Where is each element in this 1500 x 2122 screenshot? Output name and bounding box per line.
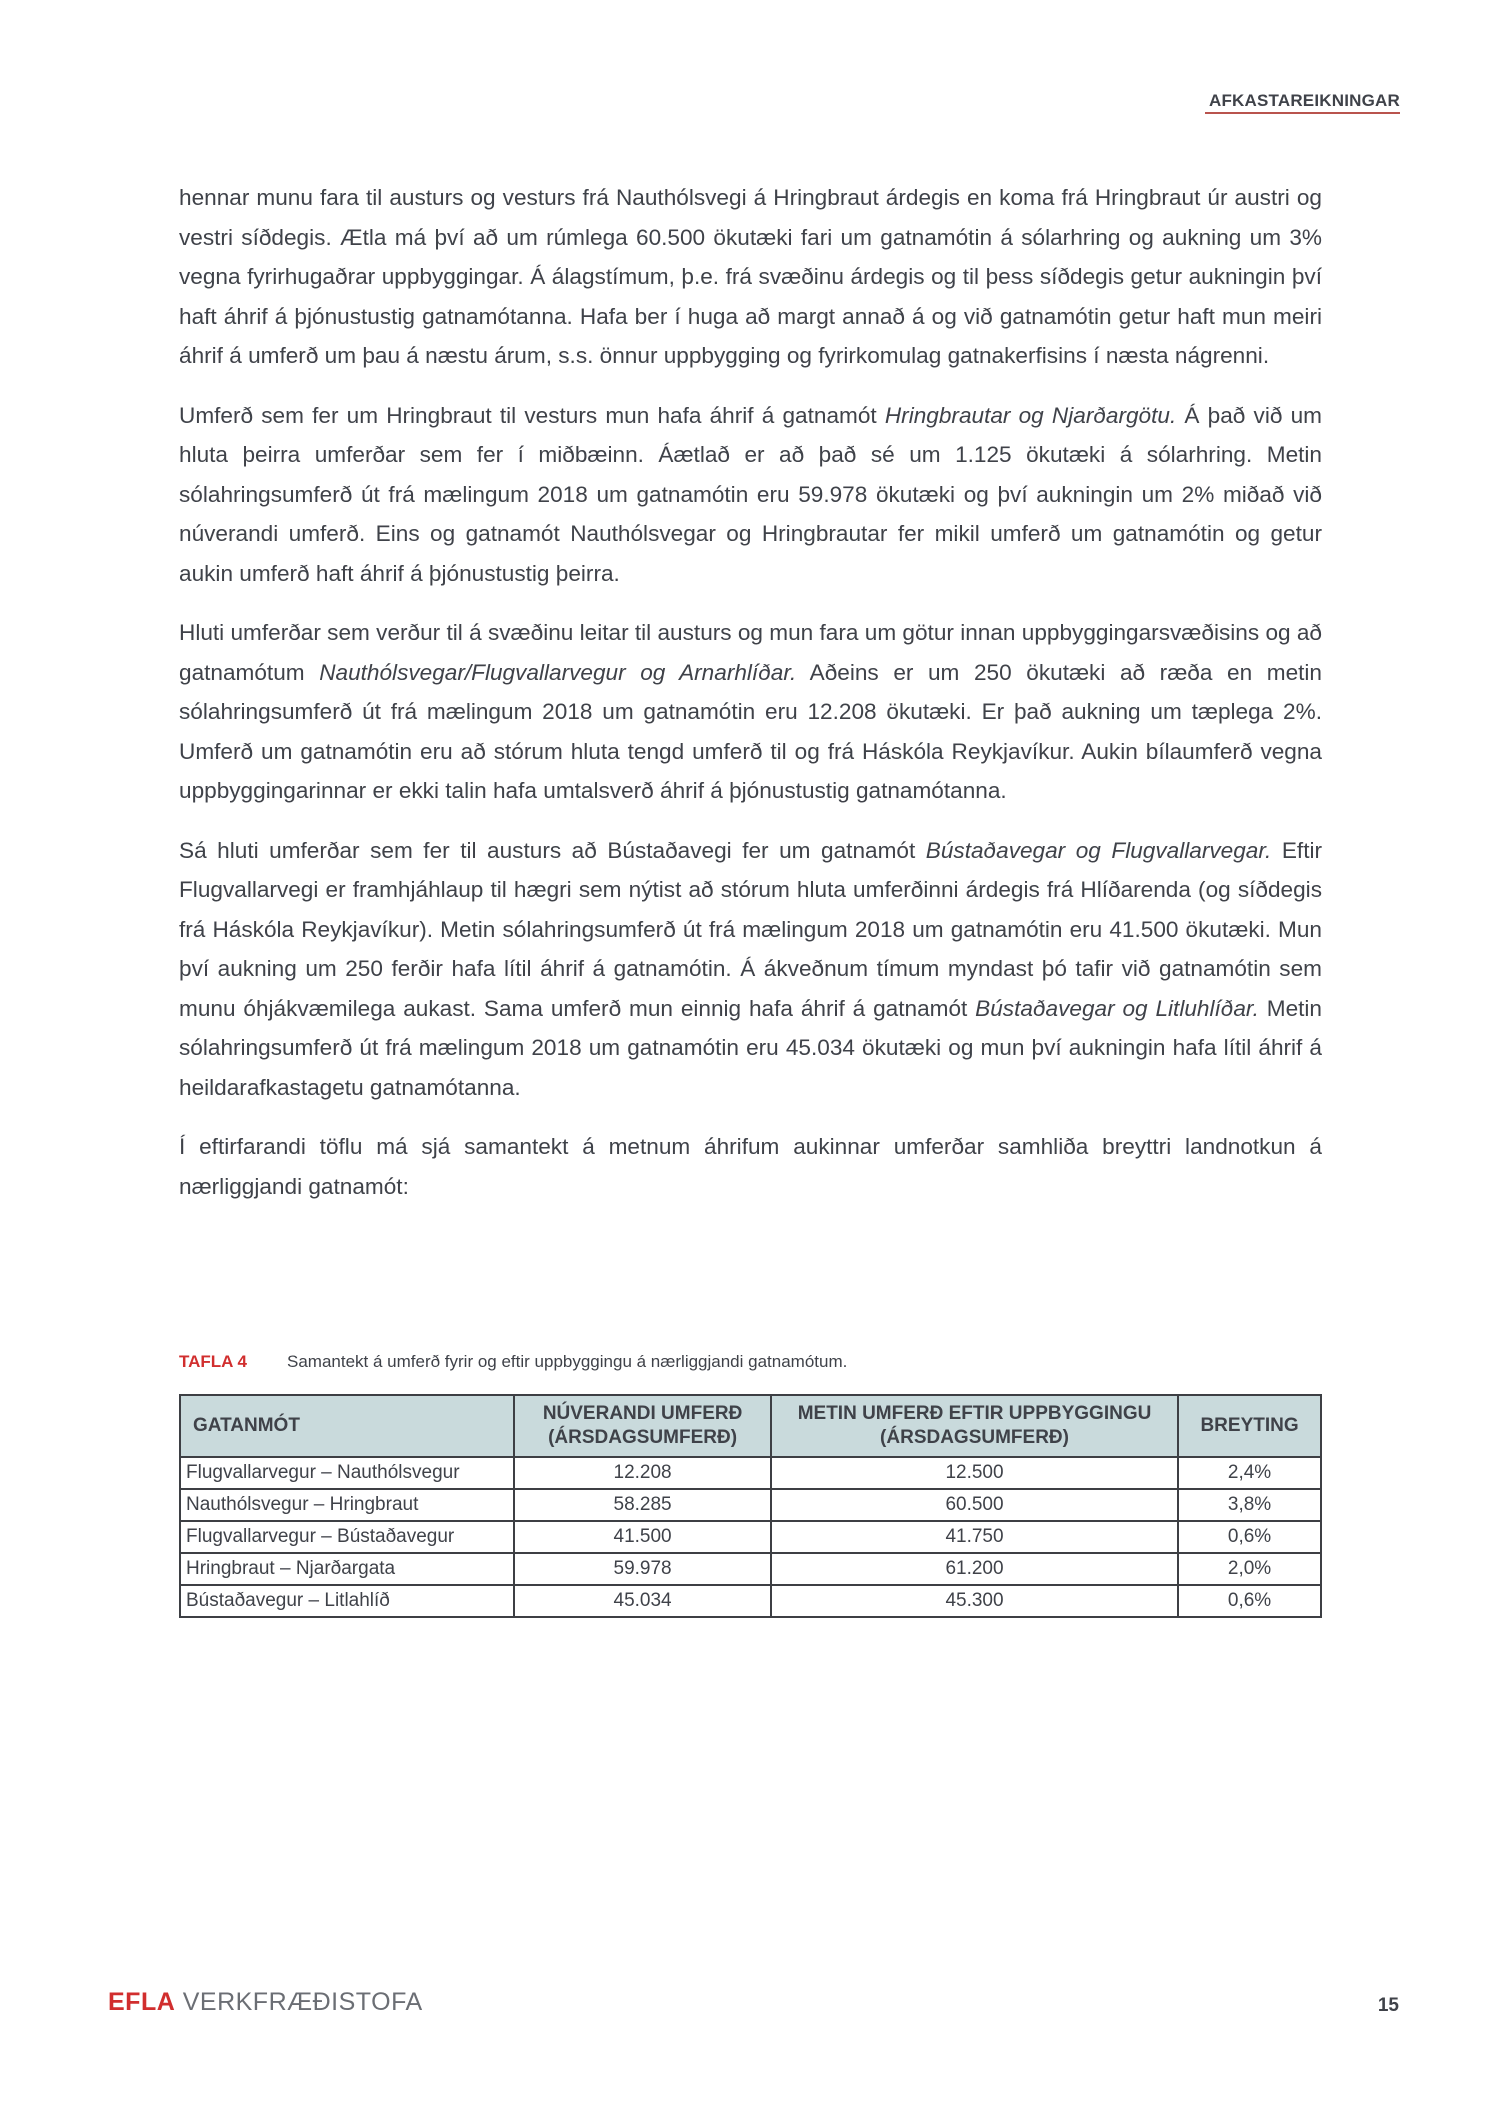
cell-intersection: Nauthólsvegur – Hringbraut (180, 1489, 514, 1521)
cell-estimated: 12.500 (771, 1457, 1178, 1489)
paragraph-4 (179, 831, 1322, 1108)
column-header-current-traffic: NÚVERANDI UMFERÐ (ÁRSDAGSUMFERÐ) (514, 1395, 771, 1457)
cell-current: 59.978 (514, 1553, 771, 1585)
cell-current: 12.208 (514, 1457, 771, 1489)
table-row (180, 1585, 1321, 1617)
table-caption-text: Samantekt á umferð fyrir og eftir uppbyggingu á nærliggjandi gatnamótum. (287, 1352, 848, 1371)
column-header-intersection: GATANMÓT (180, 1395, 514, 1457)
paragraph-1 (179, 178, 1322, 376)
paragraph-text: Í eftirfarandi töflu má sjá samantekt á metnum áhrifum aukinnar umferðar samhliða breyttri landnotkun á nærliggjandi gatnamót: (179, 1134, 1322, 1199)
cell-current: 58.285 (514, 1489, 771, 1521)
logo-suffix: VERKFRÆÐISTOFA (175, 1988, 423, 2016)
paragraph-text: Á það við um hluta þeirra umferðar sem fer í miðbæinn. Áætlað er að það sé um 1.125 ökutæki á sólarhring. Metin sólahringsumferð út frá mælingum 2018 um gatnamótin eru 59.978 ökutæki og því aukningin um 2% miðað við núverandi umferð. Eins og gatnamót Nauthólsvegar og Hringbrautar fer mikil umferð um gatnamótin og getur aukin umferð haft áhrif á þjónustustig þeirra. (179, 402, 1322, 586)
cell-intersection: Flugvallarvegur – Nauthólsvegur (180, 1457, 514, 1489)
cell-change: 2,4% (1178, 1457, 1321, 1489)
page-number: 15 (1377, 1995, 1399, 2016)
table-row (180, 1553, 1321, 1585)
cell-change: 0,6% (1178, 1585, 1321, 1617)
paragraph-text: Umferð sem fer um Hringbraut til vesturs mun hafa áhrif á gatnamót (179, 402, 885, 428)
table-row (180, 1457, 1321, 1489)
paragraph-5 (179, 1127, 1322, 1206)
table-header-row (180, 1395, 1321, 1457)
paragraph-2 (179, 396, 1322, 594)
efla-logo (108, 1988, 423, 2017)
table-row (180, 1521, 1321, 1553)
paragraph-text: Aðeins er um 250 ökutæki að ræða en metin sólahringsumferð út frá mælingum 2018 um gatnamótin eru 12.208 ökutæki. Er það aukning um tæplega 2%. Umferð um gatnamótin eru að stórum hluta tengd umferð til og frá Háskóla Reykjavíkur. Aukin bílaumferð vegna uppbyggingarinnar er ekki talin hafa umtalsverð áhrif á þjónustustig gatnamótanna. (179, 659, 1322, 803)
table-caption-label: TAFLA 4 (179, 1352, 247, 1371)
cell-intersection: Hringbraut – Njarðargata (180, 1553, 514, 1585)
italic-intersection-name: Bústaðavegar og Flugvallarvegar. (925, 837, 1272, 863)
cell-estimated: 41.750 (771, 1521, 1178, 1553)
paragraph-3 (179, 613, 1322, 811)
italic-intersection-name: Hringbrautar og Njarðargötu. (884, 402, 1177, 428)
paragraph-text: Hluti umferðar sem verður til á svæðinu leitar til austurs og mun fara um götur innan uppbyggingarsvæðisins og að gatnamótum (179, 620, 1322, 685)
cell-estimated: 61.200 (771, 1553, 1178, 1585)
logo-brand: EFLA (108, 1988, 176, 2016)
cell-current: 45.034 (514, 1585, 771, 1617)
italic-intersection-name: Nauthólsvegar/Flugvallarvegur og Arnarhlíðar. (319, 659, 797, 685)
paragraph-text: Sá hluti umferðar sem fer til austurs að Bústaðavegi fer um gatnamót (179, 837, 926, 863)
body-content (179, 178, 1322, 1226)
cell-change: 3,8% (1178, 1489, 1321, 1521)
cell-intersection: Bústaðavegur – Litlahlíð (180, 1585, 514, 1617)
italic-intersection-name: Bústaðavegar og Litluhlíðar. (975, 995, 1259, 1021)
table-caption (179, 1352, 847, 1372)
cell-change: 0,6% (1178, 1521, 1321, 1553)
paragraph-text: Eftir Flugvallarvegi er framhjáhlaup til hægri sem nýtist að stórum hluta umferðinni árdegis frá Hlíðarenda (og síðdegis frá Háskóla Reykjavíkur). Metin sólahringsumferð út frá mælingum 2018 um gatnamótin eru 41.500 ökutæki. Mun því aukning um 250 ferðir hafa lítil áhrif á gatnamótin. Á ákveðnum tímum myndast þó tafir við gatnamótin sem munu óhjákvæmilega aukast. Sama umferð mun einnig hafa áhrif á gatnamót (179, 837, 1323, 1021)
cell-change: 2,0% (1178, 1553, 1321, 1585)
paragraph-text: hennar munu fara til austurs og vesturs frá Nauthólsvegi á Hringbraut árdegis en koma frá Hringbraut úr austri og vestri síðdegis. Ætla má því að um rúmlega 60.500 ökutæki fari um gatnamótin á sólarhring og aukning um 3% vegna fyrirhugaðrar uppbyggingar. Á álagstímum, þ.e. frá svæðinu árdegis og til þess síðdegis getur aukningin því haft áhrif á þjónustustig gatnamótanna. Hafa ber í huga að margt annað á og við gatnamótin getur haft mun meiri áhrif á umferð um þau á næstu árum, s.s. önnur uppbygging og fyrirkomulag gatnakerfisins í næsta nágrenni. (179, 185, 1322, 368)
table-row (180, 1489, 1321, 1521)
cell-estimated: 60.500 (771, 1489, 1178, 1521)
section-header-title: AFKASTAREIKNINGAR (1205, 91, 1400, 114)
traffic-summary-table (179, 1394, 1322, 1618)
column-header-change: BREYTING (1178, 1395, 1321, 1457)
paragraph-text: Metin sólahringsumferð út frá mælingum 2018 um gatnamótin eru 45.034 ökutæki og mun því aukningin hafa lítil áhrif á heildarafkastagetu gatnamótanna. (179, 995, 1322, 1100)
cell-current: 41.500 (514, 1521, 771, 1553)
cell-intersection: Flugvallarvegur – Bústaðavegur (180, 1521, 514, 1553)
cell-estimated: 45.300 (771, 1585, 1178, 1617)
column-header-estimated-traffic: METIN UMFERÐ EFTIR UPPBYGGINGU (ÁRSDAGSUMFERÐ) (771, 1395, 1178, 1457)
